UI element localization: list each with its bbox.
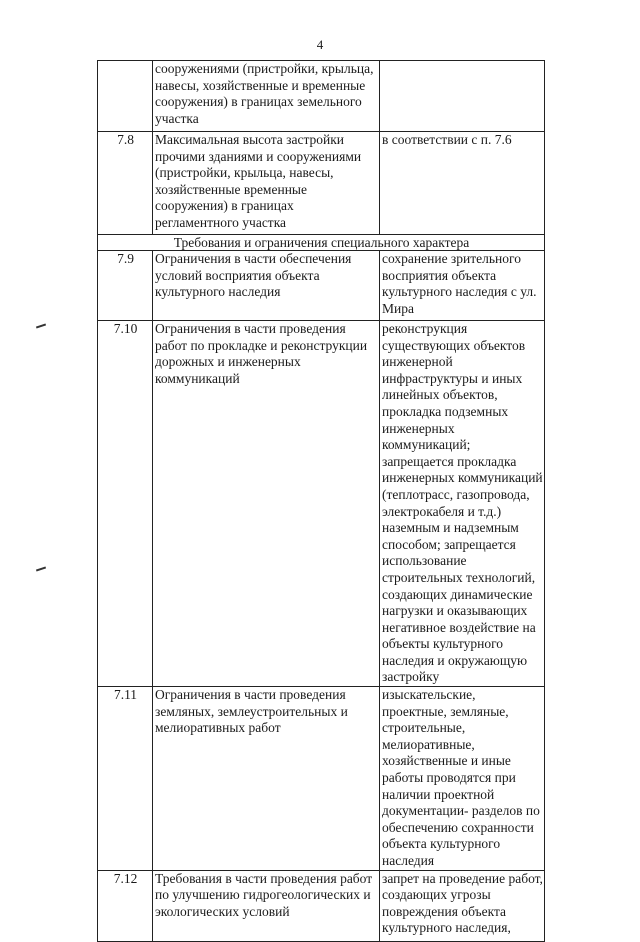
- item-name: Ограничения в части проведения земляных, землеустроительных и мелиоративных работ: [153, 687, 380, 871]
- item-name: Требования в части проведения работ по улучшению гидрогеологических и экологических условий: [153, 870, 380, 941]
- item-number: 7.8: [98, 132, 153, 235]
- table-row: [98, 870, 545, 941]
- item-number: 7.10: [98, 321, 153, 687]
- item-name: сооружениями (пристройки, крыльца, навесы, хозяйственные и временные сооружения) в границах земельного участка: [153, 61, 380, 132]
- item-value: в соответствии с п. 7.6: [380, 132, 545, 235]
- item-number: 7.9: [98, 251, 153, 321]
- item-value: [380, 61, 545, 132]
- table-row: [98, 321, 545, 687]
- item-number: 7.12: [98, 870, 153, 941]
- regulations-table: [97, 60, 545, 942]
- item-number: [98, 61, 153, 132]
- item-value: реконструкция существующих объектов инженерной инфраструктуры и иных линейных объектов, прокладка подземных инженерных коммуникаций; запрещается прокладка инженерных коммуникаций (теплотрасс, газопровода, электрокабеля и т.д.) наземным и надземным способом; запрещается использование строительных технологий, создающих динамические нагрузки и оказывающих негативное воздействие на объекты культурного наследия и окружающую застройку: [380, 321, 545, 687]
- table-row: [98, 61, 545, 132]
- item-number: 7.11: [98, 687, 153, 871]
- item-name: Ограничения в части проведения работ по прокладке и реконструкции дорожных и инженерных коммуникаций: [153, 321, 380, 687]
- table-row: [98, 251, 545, 321]
- item-value: запрет на проведение работ, создающих угрозы повреждения объекта культурного наследия,: [380, 870, 545, 941]
- item-value: изыскательские, проектные, земляные, строительные, мелиоративные, хозяйственные и иные работы проводятся при наличии проектной документации- разделов по обеспечению сохранности объекта культурного наследия: [380, 687, 545, 871]
- table-row: [98, 687, 545, 871]
- item-name: Максимальная высота застройки прочими зданиями и сооружениями (пристройки, крыльца, навесы, хозяйственные временные сооружения) в границах регламентного участка: [153, 132, 380, 235]
- margin-mark: [36, 324, 46, 329]
- item-name: Ограничения в части обеспечения условий восприятия объекта культурного наследия: [153, 251, 380, 321]
- page-number: 4: [316, 37, 324, 52]
- section-header-row: [98, 235, 545, 251]
- margin-mark: [36, 567, 46, 572]
- section-title: Требования и ограничения специального характера: [98, 235, 545, 251]
- item-value: сохранение зрительного восприятия объекта культурного наследия с ул. Мира: [380, 251, 545, 321]
- table-row: [98, 132, 545, 235]
